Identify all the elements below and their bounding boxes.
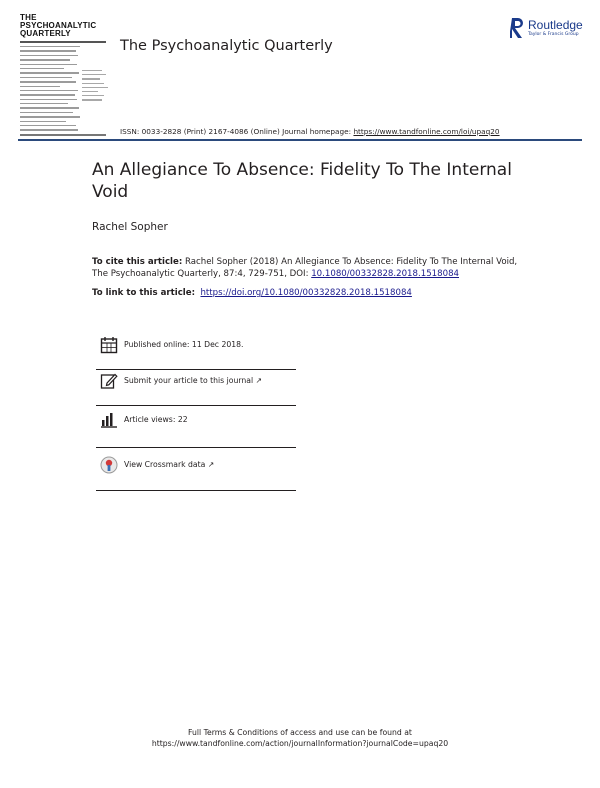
footer-terms: Full Terms & Conditions of access and use can be found at <box>188 728 412 737</box>
submit-article-row[interactable] <box>96 370 296 406</box>
citation <box>92 256 522 280</box>
issn-line <box>120 127 500 136</box>
journal-homepage-link[interactable]: https://www.tandfonline.com/loi/upaq20 <box>353 127 500 136</box>
divider <box>96 447 296 448</box>
article-views-row[interactable] <box>96 409 296 445</box>
external-link-icon: ↗ <box>207 460 215 469</box>
calendar-icon <box>100 336 118 354</box>
external-link-icon: ↗ <box>255 376 262 385</box>
cover-title: THE PSYCHOANALYTIC QUARTERLY <box>20 13 97 38</box>
routledge-logo <box>510 16 596 42</box>
article-author: Rachel Sopher <box>92 221 168 233</box>
cover-foot-rule <box>20 134 106 136</box>
bar-chart-icon <box>100 411 118 429</box>
citation-label: To cite this article: <box>92 257 183 267</box>
crossmark-label: View Crossmark data <box>124 460 206 469</box>
article-title: An Allegiance To Absence: Fidelity To The Internal Void <box>92 160 512 202</box>
article-doi-url[interactable]: https://doi.org/10.1080/00332828.2018.1518084 <box>200 288 412 298</box>
edit-icon <box>100 372 118 390</box>
divider <box>96 490 296 491</box>
journal-cover-thumbnail <box>20 14 110 136</box>
cover-toc-lines <box>20 46 80 138</box>
routledge-r-icon <box>510 16 526 40</box>
issn-text: ISSN: 0033-2828 (Print) 2167-4086 (Online) Journal homepage: <box>120 127 354 136</box>
article-link-line <box>92 288 412 298</box>
doi-link[interactable]: 10.1080/00332828.2018.1518084 <box>311 269 459 279</box>
publisher-name: Routledge <box>528 18 583 32</box>
divider <box>96 405 296 406</box>
crossmark-icon <box>100 456 118 474</box>
cover-side-lines <box>82 70 108 104</box>
published-online-row <box>96 334 296 370</box>
footer-journal-info-link[interactable]: https://www.tandfonline.com/action/journalInformation?journalCode=upaq20 <box>151 739 449 748</box>
header-rule <box>18 139 582 141</box>
published-online-text: Published online: 11 Dec 2018. <box>124 340 244 349</box>
link-label: To link to this article: <box>92 288 196 298</box>
footer <box>0 727 600 749</box>
submit-article-label: Submit your article to this journal <box>124 376 254 385</box>
journal-name: The Psychoanalytic Quarterly <box>120 38 333 54</box>
crossmark-row[interactable] <box>96 454 296 490</box>
publisher-tagline: Taylor & Francis Group <box>528 32 579 37</box>
article-views-text[interactable]: Article views: 22 <box>124 415 188 424</box>
cover-rule <box>20 41 106 43</box>
citation-text: Rachel Sopher (2018) An Allegiance To Absence: Fidelity To The Internal Void, The Psychoanalytic Quarterly, 87:4, 729-751, DOI: <box>92 257 518 279</box>
crossmark-text[interactable] <box>124 460 214 469</box>
submit-article-text[interactable] <box>124 376 262 385</box>
